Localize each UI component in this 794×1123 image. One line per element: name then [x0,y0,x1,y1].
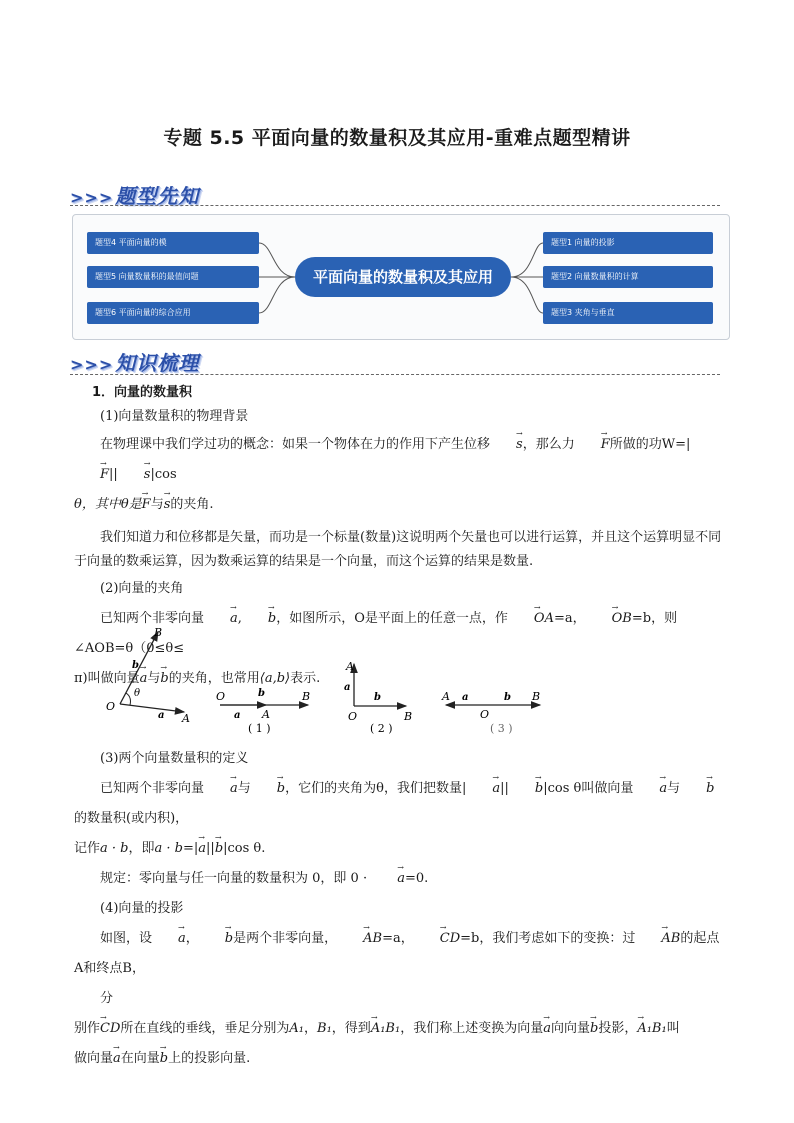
text: ，如图所示，O是平面上的任意一点，作 [276,611,508,626]
text: 的夹角，也常用 [168,671,260,686]
label-b: b [374,692,381,703]
vector-A1B1: → A₁B₁ [371,1014,400,1044]
label-a: a [158,710,165,721]
text: ，我们考虑如下的变换：过 [479,931,636,946]
text: |cos θ. [223,841,266,856]
vector-b: → b [242,604,276,634]
label-A: A [262,708,270,721]
vector-a: → a [152,924,186,954]
vector-CD: → CD [414,924,460,954]
banner-arrows: >>> [70,355,114,374]
vector-F: → F [575,430,610,460]
text: 别作 [74,1021,101,1036]
text: 已知两个非零向量 [100,781,205,796]
text: 所在直线的垂线，垂足分别为 [120,1021,290,1036]
label-b: b [504,692,511,703]
text: ，得到 [331,1021,371,1036]
label-b: b [258,688,265,699]
divider [70,205,720,206]
text: =b [631,611,652,626]
vector-b: → b [160,1044,168,1074]
text: |cos [150,467,177,482]
text: || [206,841,215,856]
paragraph-projection-cont: 别作→ CD所在直线的垂线，垂足分别为A₁，B₁，得到→ A₁B₁，我们称上述变换为向量→ a向向量→ b投影，→ A₁B₁叫 [74,1014,722,1044]
text: || [500,781,509,796]
divider [70,374,720,375]
banner-label: 题型先知 [115,184,200,208]
paragraph-projection [74,924,722,984]
text: 的起点A和终点B， [74,931,720,976]
text: 是两个非零向量， [233,931,338,946]
vector-a: → a [198,834,206,864]
subheading-definition: (3)两个向量数量积的定义 [100,751,249,766]
text: 表示. [290,671,321,686]
caption-1: ( 1 ) [248,722,271,735]
dot-notation: a · b [154,841,183,856]
paragraph-work [74,430,722,490]
vector-a: → a [371,864,405,894]
text: ，即 [128,841,155,856]
text: ，则∠AOB=θ（0≤θ≤ [74,611,678,656]
paragraph-projection-end [74,1044,722,1074]
angle-arc [126,693,131,705]
label-A: A [182,712,190,725]
text: =b [460,931,480,946]
vector-b: → b [590,1014,598,1044]
vector-a: → a [204,604,238,634]
label-a: a [462,692,469,703]
text: |cos θ叫做向量 [543,781,634,796]
text: 做向量 [74,1051,114,1066]
vector-b: → b [251,774,285,804]
text: 与 [147,671,161,686]
text: 上的投影向量. [168,1051,251,1066]
vector-OA: → OA [508,604,554,634]
vector-a: → a [204,774,238,804]
text: 如图，设 [100,931,153,946]
vector-a: → a [543,1014,551,1044]
vector-a: → a [466,774,500,804]
vector-b: → b [215,834,223,864]
subheading-angle: (2)向量的夹角 [100,581,184,596]
label-B: B [532,690,541,703]
vector-a: → a [140,664,148,694]
label-O: O [106,700,116,713]
label-O: O [480,708,490,721]
paragraph-rule [74,864,722,894]
paragraph-scalar: 我们知道力和位移都是矢量，而功是一个标量(数量)这说明两个矢量也可以进行运算，并且这个运算明显不同于向量的数乘运算，因为数乘运算的结果是一个向量，而这个运算的结果是数量. [74,530,722,569]
mindmap-node-type3: 题型3 夹角与垂直 [543,302,713,324]
vector-CD: → CD [100,1014,120,1044]
vector-s: → s [490,430,523,460]
vector-A1B1: → A₁B₁ [637,1014,666,1044]
vector-b: → b [509,774,543,804]
text: 所做的功W=| [609,437,691,452]
point-B1: B₁ [317,1021,332,1036]
text: ，我们称上述变换为向量 [400,1021,544,1036]
label-b: b [132,660,139,671]
text: 已知两个非零向量 [100,611,205,626]
caption-2: ( 2 ) [370,722,393,735]
text: 投影， [598,1021,638,1036]
vector-a: → a [633,774,667,804]
section-heading: 1．向量的数量积 [92,385,193,400]
text: =a [553,611,573,626]
text: ，那么力 [522,437,575,452]
mindmap-node-type4: 题型4 平面向量的模 [87,232,259,254]
text: θ，其中θ是 [74,497,142,512]
text: 的夹角. [170,497,214,512]
text: 与 [667,781,681,796]
label-A: A [346,660,354,673]
mindmap-center: 平面向量的数量积及其应用 [295,257,511,297]
label-O: O [348,710,358,723]
paragraph-work-cont [74,490,722,520]
text: 在向量 [120,1051,160,1066]
text: =| [183,841,199,856]
label-B: B [404,710,413,723]
label-O: O [216,690,226,703]
vector-s: → s [164,490,171,520]
text: 的数量积(或内积)， [74,811,189,826]
text: || [109,467,118,482]
vector-F: → F [74,460,109,490]
label-a: a [234,710,241,721]
text: 与 [237,781,251,796]
text: 与 [150,497,164,512]
label-B: B [154,626,163,639]
mindmap-node-type1: 题型1 向量的投影 [543,232,713,254]
text: π)叫做向量 [74,671,140,686]
vector-b: → b [680,774,714,804]
vector-b: → b [199,924,233,954]
label-a: a [344,682,351,693]
mindmap [72,214,730,340]
banner-label: 知识梳理 [115,351,200,375]
vector-b: → b [160,664,168,694]
text: 向向量 [550,1021,590,1036]
text: ， [185,931,199,946]
label-B: B [302,690,311,703]
vector-AB: → AB [337,924,382,954]
text: =a [382,931,401,946]
paragraph-angle: 已知两个非零向量→ a,→ b，如图所示，O是平面上的任意一点，作→ OA=a，→ OB=b，则∠AOB=θ（0≤θ≤ [74,604,722,664]
angle-notation: ⟨a,b⟩ [259,671,291,686]
label-theta: θ [134,688,141,699]
mindmap-node-type2: 题型2 向量数量积的计算 [543,266,713,288]
dot-notation: a · b [100,841,129,856]
text: 叫 [666,1021,680,1036]
page-title: 专题 5.5 平面向量的数量积及其应用-重难点题型精讲 [163,127,631,149]
vector-OB: → OB [586,604,632,634]
vector-a-arrow [120,704,184,712]
paragraph-definition [74,774,722,834]
text: ，它们的夹角为θ，我们把数量| [285,781,467,796]
mindmap-node-type5: 题型5 向量数量积的最值问题 [87,266,259,288]
point-A1: A₁ [289,1021,305,1036]
paragraph-projection-fragment: 分 [100,991,114,1006]
banner-arrows: >>> [70,188,114,207]
text: 记作 [74,841,101,856]
text: ， [400,931,414,946]
subheading-physics: (1)向量数量积的物理背景 [100,409,249,424]
text: =0. [404,871,429,886]
vector-s: → s [118,460,151,490]
angle-figures [100,622,560,740]
label-A: A [442,690,450,703]
banner-knowledge [70,347,199,377]
text: 规定：零向量与任一向量的数量积为 0，即 0 · [100,871,372,886]
vector-a: → a [113,1044,121,1074]
knowledge-content-2 [74,744,722,1074]
text: 在物理课中我们学过功的概念：如果一个物体在力的作用下产生位移 [100,437,491,452]
caption-3: ( 3 ) [490,722,513,735]
subheading-projection: (4)向量的投影 [100,901,184,916]
vector-F: → F [142,490,151,520]
vector-AB: → AB [635,924,680,954]
mindmap-node-type6: 题型6 平面向量的综合应用 [87,302,259,324]
